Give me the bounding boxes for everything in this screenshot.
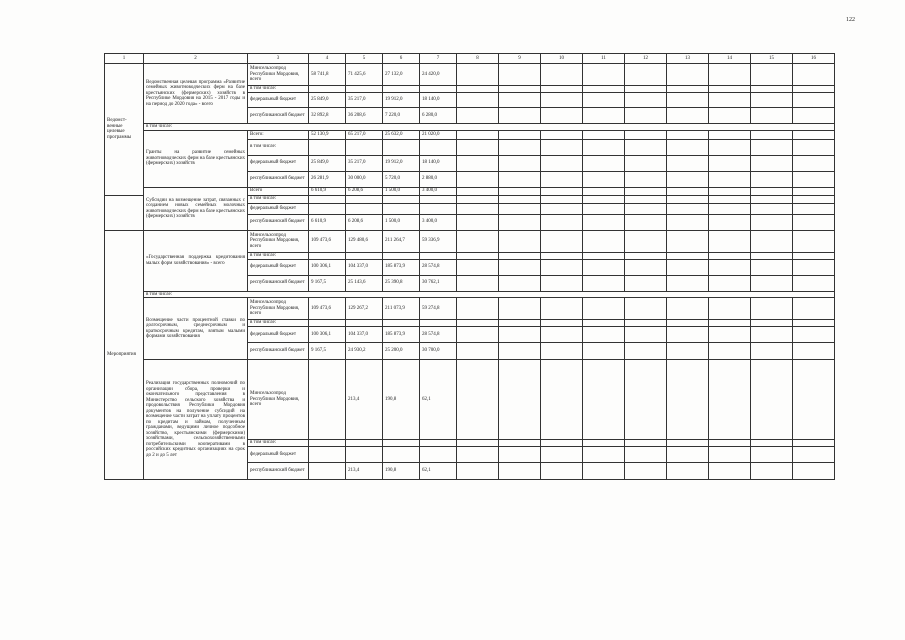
budget-label: Всего <box>248 187 309 195</box>
budget-label: Всего: <box>248 130 309 139</box>
value-cell: 100 306,1 <box>309 327 346 343</box>
value-cell: 71 425,6 <box>346 64 383 86</box>
value-cell: 36 208,6 <box>346 108 383 124</box>
value-cell: 24 930,2 <box>346 343 383 360</box>
value-cell: 6 208,6 <box>346 214 383 230</box>
value-cell: 65 217,0 <box>346 130 383 139</box>
value-cell: 25 849,0 <box>309 93 346 108</box>
value-cell: 30 700,0 <box>420 343 457 360</box>
measure-title: Реализация государственных полномочий по организации сбора, проверки и окончательного представления в Министерство сельского хозяйства и продовольствия Республики Мордовия документов на получение субсидий на возмещение части затрат на уплату процентов по кредитам и займам, полученным гражданами, ведущими личное подсобное хозяйство, крестьянскими (фермерскими) хозяйствами, сельскохозяйственными потребительскими кооперативами в российских кредитных организациях на срок до 2 и до 5 лет <box>144 360 248 480</box>
subtotal-label: в том числе: <box>248 440 309 447</box>
value-cell: 109 473,6 <box>309 230 346 252</box>
value-cell: 19 912,0 <box>383 155 420 171</box>
value-cell: 25 143,6 <box>346 275 383 291</box>
value-cell: 27 132,0 <box>383 64 420 86</box>
table-row <box>105 298 835 320</box>
col-header: 5 <box>346 54 383 64</box>
value-cell: 129 480,6 <box>346 230 383 252</box>
value-cell: 25 632,0 <box>383 130 420 139</box>
value-cell: 25 390,8 <box>383 275 420 291</box>
program-title: Ведомственная целевая программа «Развитие семейных животноводческих ферм на базе крестьянских (фермерских) хозяйств в Республике Мордовия на 2015 - 2017 годы и на период до 2020 года» - всего <box>144 64 248 124</box>
value-cell: 190,8 <box>383 463 420 480</box>
responsible-cell: Минсельхозпрод Республики Мордовия, всего <box>248 230 309 252</box>
table-row <box>105 360 835 440</box>
value-cell: 59 274,8 <box>420 298 457 320</box>
value-cell: 3 400,0 <box>420 214 457 230</box>
budget-label: федеральный бюджет <box>248 327 309 343</box>
col-header: 11 <box>583 54 625 64</box>
value-cell: 26 281,9 <box>309 171 346 187</box>
budget-label: федеральный бюджет <box>248 93 309 108</box>
budget-label: федеральный бюджет <box>248 259 309 275</box>
budget-table <box>104 53 835 480</box>
value-cell: 59 336,9 <box>420 230 457 252</box>
responsible-cell: Минсельхозпрод Республики Мордовия, всего <box>248 298 309 320</box>
value-cell: 24 420,0 <box>420 64 457 86</box>
col-header: 1 <box>105 54 144 64</box>
table-row <box>105 64 835 86</box>
value-cell: 5 720,0 <box>383 171 420 187</box>
header-row <box>105 54 835 64</box>
value-cell: 21 020,0 <box>420 130 457 139</box>
value-cell: 58 741,8 <box>309 64 346 86</box>
col-header: 7 <box>420 54 457 64</box>
value-cell: 30 000,0 <box>346 171 383 187</box>
value-cell: 185 873,9 <box>383 259 420 275</box>
value-cell: 6 280,0 <box>420 108 457 124</box>
value-cell: 18 140,0 <box>420 155 457 171</box>
value-cell: 35 217,0 <box>346 93 383 108</box>
col-header: 2 <box>144 54 248 64</box>
value-cell: 211 073,9 <box>383 298 420 320</box>
value-cell: 6 610,9 <box>309 187 346 195</box>
table-row <box>105 230 835 252</box>
subsidy-title: Субсидии на возмещение затрат, связанных с созданием новых семейных молочных животноводческих ферм на базе крестьянских (фермерских) хозяйств <box>144 187 248 230</box>
col-header: 10 <box>541 54 583 64</box>
subtotal-label: в том числе: <box>248 139 309 155</box>
value-cell: 3 400,0 <box>420 187 457 195</box>
budget-label: республиканский бюджет <box>248 171 309 187</box>
value-cell: 104 337,0 <box>346 259 383 275</box>
col-header: 9 <box>499 54 541 64</box>
col-header: 13 <box>667 54 709 64</box>
value-cell: 211 264,7 <box>383 230 420 252</box>
value-cell: 109 473,6 <box>309 298 346 320</box>
subtotal-label: в том числе: <box>248 86 309 93</box>
subtotal-label: в том числе: <box>248 252 309 259</box>
subtotal-label: в том числе: <box>248 195 309 203</box>
value-cell: 32 892,8 <box>309 108 346 124</box>
value-cell <box>309 360 346 440</box>
value-cell <box>309 463 346 480</box>
value-cell: 1 500,0 <box>383 214 420 230</box>
value-cell: 28 574,8 <box>420 327 457 343</box>
value-cell: 18 140,0 <box>420 93 457 108</box>
budget-label: федеральный бюджет <box>248 203 309 214</box>
value-cell: 6 610,9 <box>309 214 346 230</box>
value-cell: 213,4 <box>346 360 383 440</box>
value-cell: 7 220,0 <box>383 108 420 124</box>
col-header: 3 <box>248 54 309 64</box>
value-cell: 190,8 <box>383 360 420 440</box>
budget-label: федеральный бюджет <box>248 155 309 171</box>
subtotal-label: в том числе: <box>144 291 835 298</box>
col-header: 14 <box>709 54 751 64</box>
value-cell: 100 306,1 <box>309 259 346 275</box>
responsible-cell: Минсельхозпрод Республики Мордовия, всего <box>248 360 309 440</box>
page-number: 122 <box>846 17 855 23</box>
value-cell: 1 500,0 <box>383 187 420 195</box>
value-cell: 129 267,2 <box>346 298 383 320</box>
value-cell: 25 200,0 <box>383 343 420 360</box>
budget-label: республиканский бюджет <box>248 463 309 480</box>
col-header: 12 <box>625 54 667 64</box>
value-cell: 62,1 <box>420 463 457 480</box>
value-cell: 213,4 <box>346 463 383 480</box>
value-cell: 62,1 <box>420 360 457 440</box>
budget-label: федеральный бюджет <box>248 447 309 463</box>
measure-title: «Государственная поддержка кредитования малых форм хозяйствования» - всего <box>144 230 248 291</box>
budget-label: республиканский бюджет <box>248 214 309 230</box>
budget-label: республиканский бюджет <box>248 108 309 124</box>
subtotal-label: в том числе: <box>144 124 835 131</box>
value-cell: 25 849,0 <box>309 155 346 171</box>
value-cell: 19 912,0 <box>383 93 420 108</box>
value-cell: 9 167,5 <box>309 275 346 291</box>
value-cell: 30 762,1 <box>420 275 457 291</box>
col-header: 16 <box>793 54 835 64</box>
budget-label: республиканский бюджет <box>248 343 309 360</box>
value-cell: 28 574,8 <box>420 259 457 275</box>
col-header: 8 <box>457 54 499 64</box>
value-cell: 52 130,9 <box>309 130 346 139</box>
value-cell: 6 208,6 <box>346 187 383 195</box>
value-cell: 104 337,0 <box>346 327 383 343</box>
value-cell: 35 217,0 <box>346 155 383 171</box>
measure-title: Возмещение части процентной ставки по долгосрочным, среднесрочным и краткосрочным кредитам, взятым малыми формами хозяйствования <box>144 298 248 360</box>
value-cell: 185 873,9 <box>383 327 420 343</box>
subtotal-label: в том числе: <box>248 320 309 327</box>
col-header: 4 <box>309 54 346 64</box>
budget-label: республиканский бюджет <box>248 275 309 291</box>
table-row <box>105 187 835 195</box>
grant-title: Гранты на развитие семейных животноводческих ферм на базе крестьянских (фермерских) хозяйств <box>144 130 248 187</box>
col-header: 6 <box>383 54 420 64</box>
col-header: 15 <box>751 54 793 64</box>
responsible-cell: Минсельхозпрод Республики Мордовия, всего <box>248 64 309 86</box>
table-row <box>105 130 835 139</box>
value-cell: 9 167,5 <box>309 343 346 360</box>
section-label: Мероприятия <box>105 230 144 480</box>
section-label: Ведомст-венные целевые программы <box>105 64 144 196</box>
value-cell: 2 880,0 <box>420 171 457 187</box>
